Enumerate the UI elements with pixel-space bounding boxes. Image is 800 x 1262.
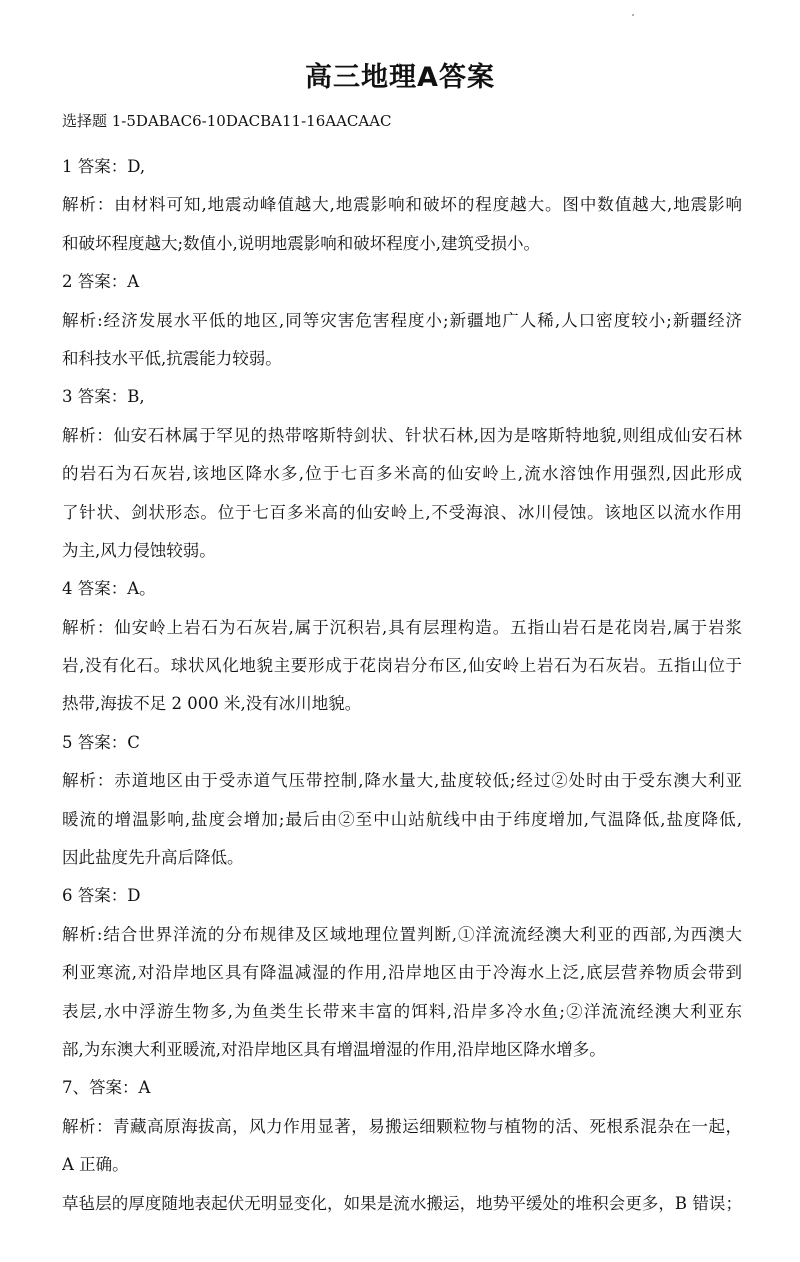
explanation-line: 因此盐度先升高后降低。 [62,848,244,868]
explanation-line: 和科技水平低,抗震能力较弱。 [62,348,282,368]
explanation-line: 热带,海拔不足 2 000 米,没有冰川地貌。 [62,694,362,714]
explanation-line: 解析：赤道地区由于受赤道气压带控制,降水量大,盐度较低;经过②处时由于受东澳大利亚 [62,771,742,791]
answer-heading: 4 答案：A。 [62,579,156,599]
explanation-line: 解析：仙安岭上岩石为石灰岩,属于沉积岩,具有层理构造。五指山岩石是花岗岩,属于岩浆 [62,617,742,637]
answer-heading: 1 答案：D, [62,157,146,176]
explanation-line: 解析：由材料可知,地震动峰值越大,地震影响和破坏的程度越大。图中数值越大,地震影响 [62,195,742,215]
explanation-line: 解析：青藏高原海拔高，风力作用显著，易搬运细颗粒物与植物的活、死根系混杂在一起， [62,1116,742,1136]
explanation-line: 岩,没有化石。球状风化地貌主要形成于花岗岩分布区,仙安岭上岩石为石灰岩。五指山位于 [62,656,742,676]
explanation-line: 部,为东澳大利亚暖流,对沿岸地区具有增温增湿的作用,沿岸地区降水增多。 [62,1039,606,1059]
explanation-line: 解析:经济发展水平低的地区,同等灾害危害程度小;新疆地广人稀,人口密度较小;新疆经济 [62,310,742,330]
explanation-line: 的岩石为石灰岩,该地区降水多,位于七百多米高的仙安岭上,流水溶蚀作用强烈,因此形成 [62,464,742,484]
scan-speck [632,14,634,16]
explanation-line: 利亚寒流,对沿岸地区具有降温减湿的作用,沿岸地区由于冷海水上泛,底层营养物质会带到 [62,963,742,983]
page-title: 高三地理A答案 [305,62,495,93]
answer-heading: 3 答案：B, [62,387,145,407]
explanation-line: 解析:结合世界洋流的分布规律及区域地理位置判断,①洋流流经澳大利亚的西部,为西澳大 [62,924,742,944]
explanation-line: 为主,风力侵蚀较弱。 [62,540,216,560]
answer-heading: 2 答案：A [62,272,140,292]
explanation-line: 草毡层的厚度随地表起伏无明显变化，如果是流水搬运，地势平缓处的堆积会更多，B 错误； [62,1193,742,1213]
explanation-line: 了针状、剑状形态。位于七百多米高的仙安岭上,不受海浪、冰川侵蚀。该地区以流水作用 [62,502,742,522]
answer-body [62,148,742,1223]
answer-heading: 6 答案：D [62,886,141,906]
explanation-line: 暖流的增温影响,盐度会增加;最后由②至中山站航线中由于纬度增加,气温降低,盐度降低, [62,809,742,829]
answer-heading: 7、答案：A [62,1078,151,1098]
explanation-line: A 正确。 [62,1155,129,1175]
explanation-line: 表层,水中浮游生物多,为鱼类生长带来丰富的饵料,沿岸多冷水鱼;②洋流流经澳大利亚东 [62,1001,742,1021]
explanation-line: 和破坏程度越大;数值小,说明地震影响和破坏程度小,建筑受损小。 [62,233,541,253]
answer-heading: 5 答案：C [62,732,140,752]
explanation-line: 解析：仙安石林属于罕见的热带喀斯特剑状、针状石林,因为是喀斯特地貌,则组成仙安石林 [62,425,742,445]
answer-summary: 选择题 1-5DABAC6-10DACBA11-16AACAAC [62,112,392,130]
